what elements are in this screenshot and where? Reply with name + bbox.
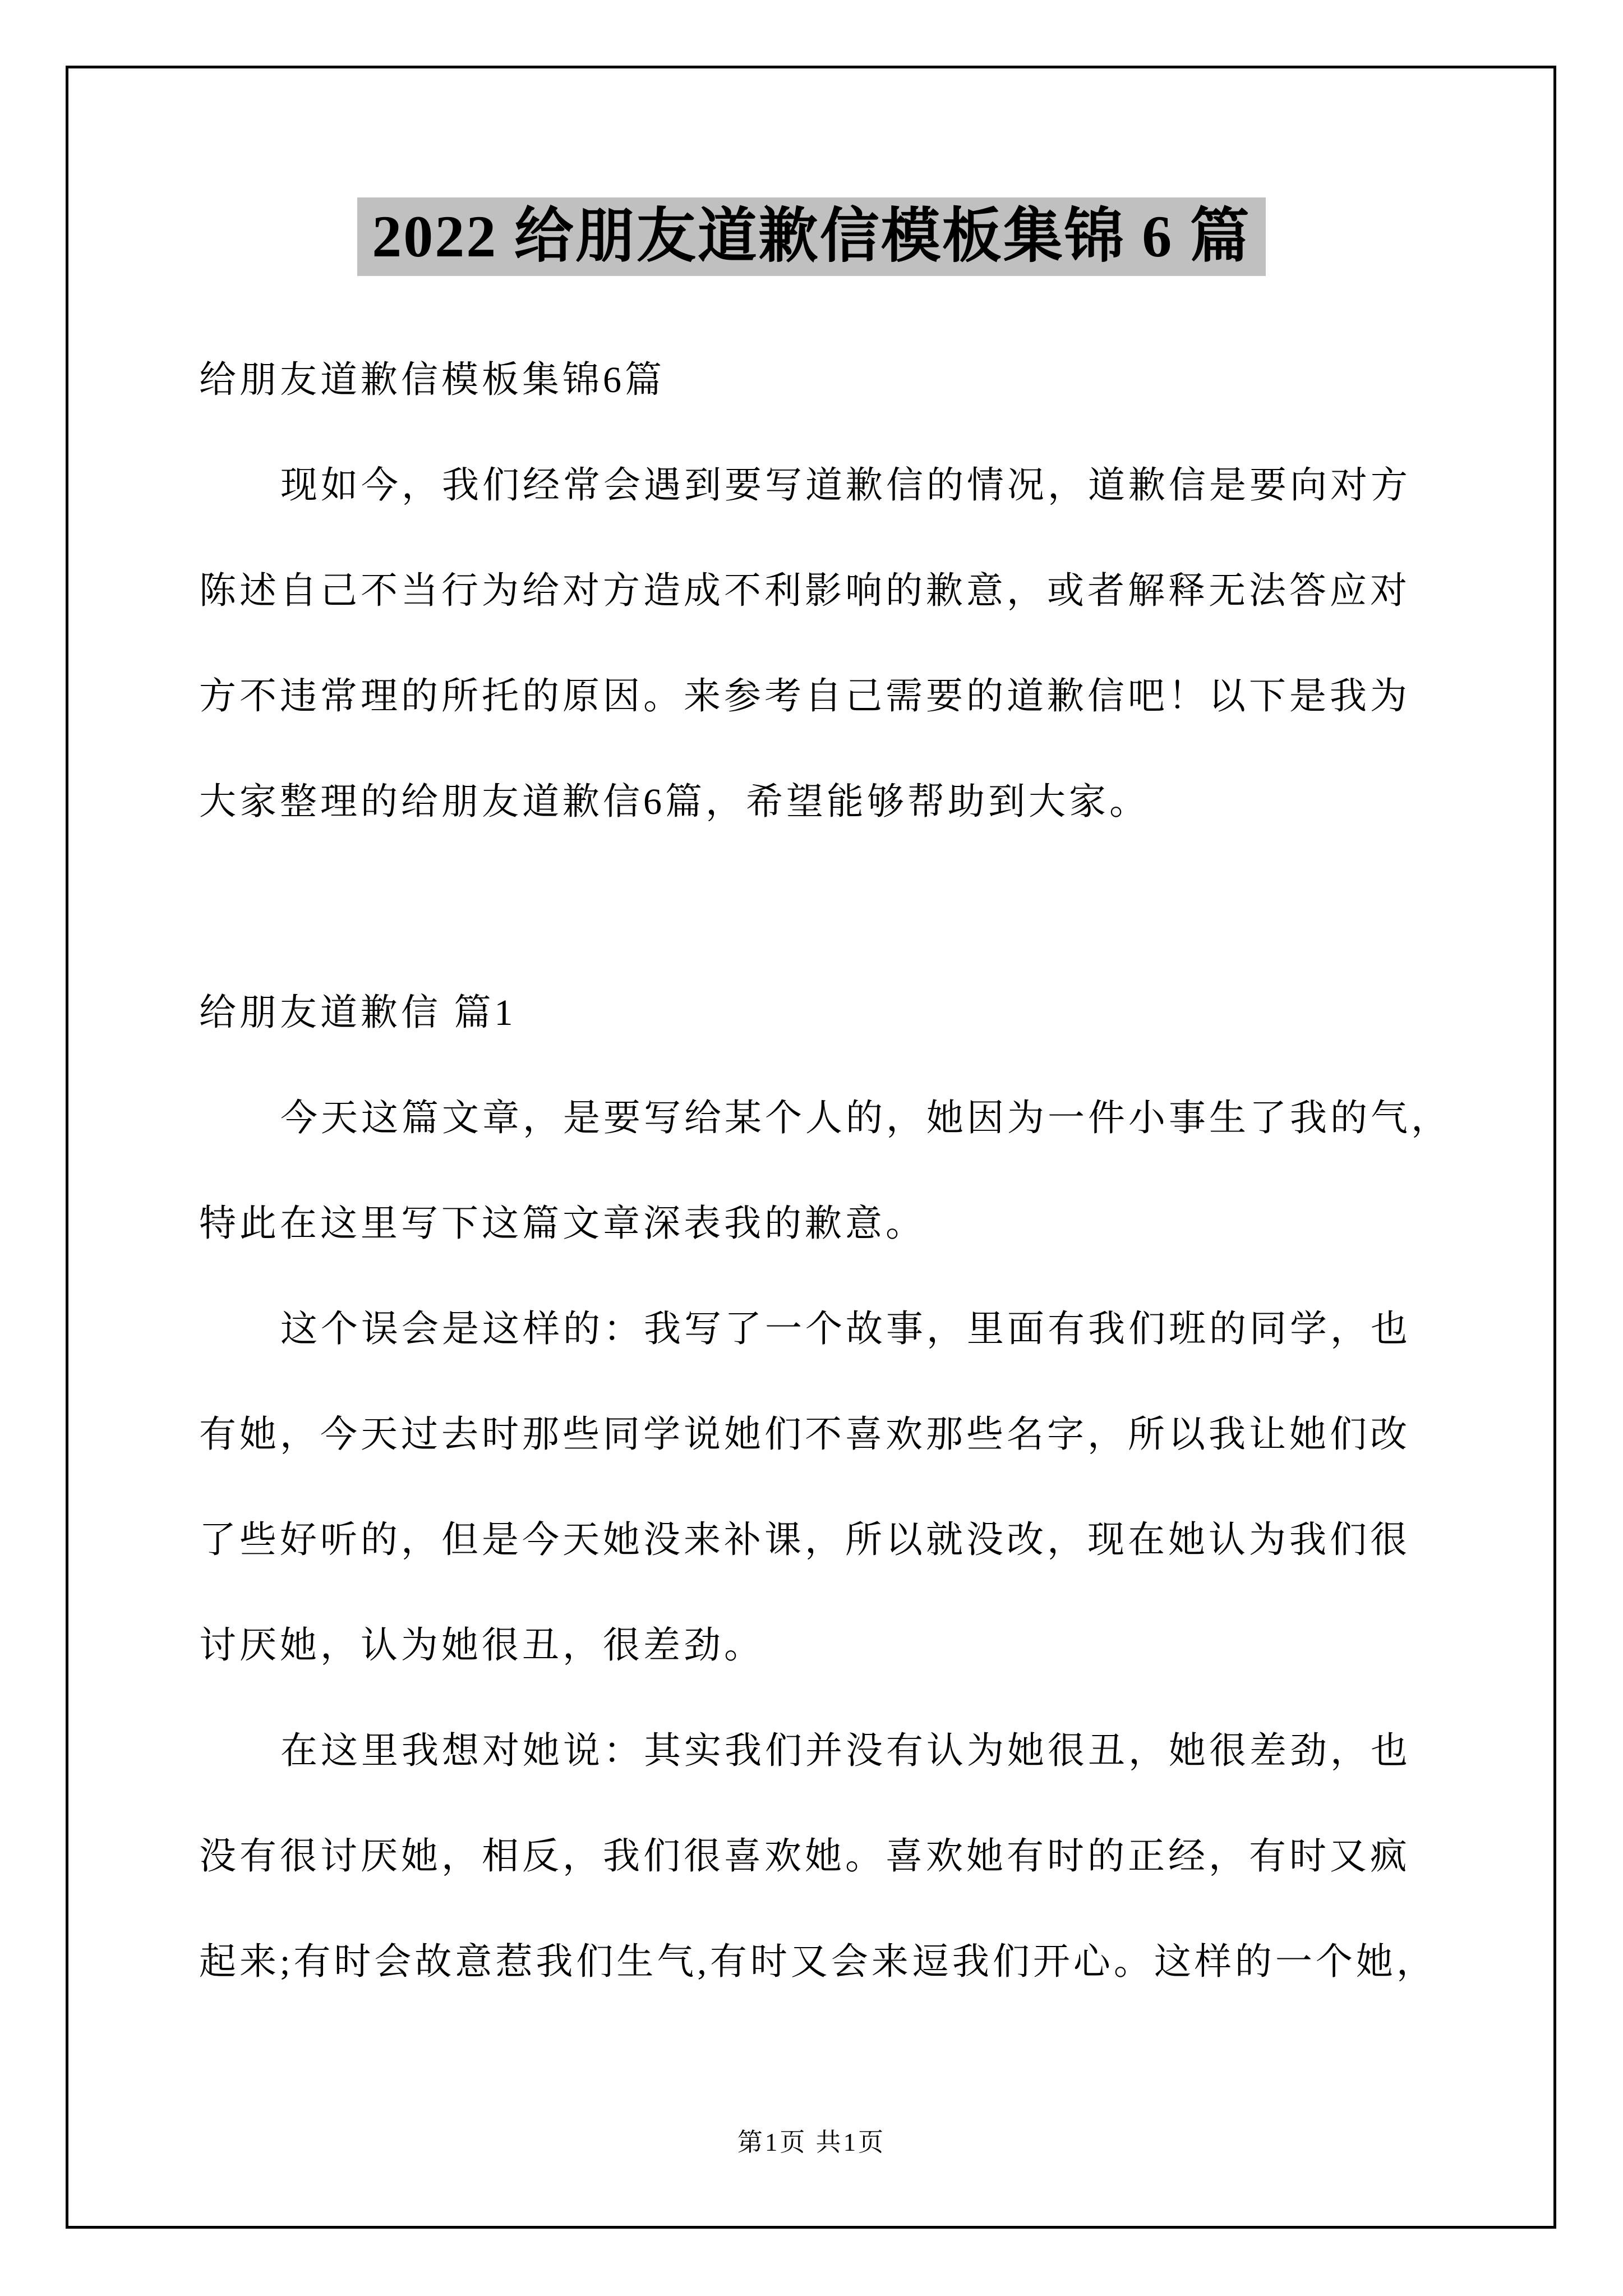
text-line: 这个误会是这样的：我写了一个故事，里面有我们班的同学，也 [280, 1309, 1411, 1350]
text-line: 大家整理的给朋友道歉信6篇，希望能够帮助到大家。 [199, 781, 1150, 822]
text-line: 方不违常理的所托的原因。来参考自己需要的道歉信吧！以下是我为 [199, 676, 1410, 717]
text-line: 没有很讨厌她，相反，我们很喜欢她。喜欢她有时的正经，有时又疯 [199, 1836, 1410, 1877]
text-line: 现如今，我们经常会遇到要写道歉信的情况，道歉信是要向对方 [280, 465, 1411, 506]
text-line: 了些好听的，但是今天她没来补课，所以就没改，现在她认为我们很 [199, 1520, 1410, 1561]
title-row [0, 197, 1623, 276]
document-title: 2022 给朋友道歉信模板集锦 6 篇 [357, 197, 1266, 276]
text-line: 在这里我想对她说：其实我们并没有认为她很丑，她很差劲，也 [280, 1731, 1411, 1772]
text-line: 有她，今天过去时那些同学说她们不喜欢那些名字，所以我让她们改 [199, 1414, 1410, 1455]
text-line: 给朋友道歉信 篇1 [199, 992, 517, 1033]
text-line: 陈述自己不当行为给对方造成不利影响的歉意，或者解释无法答应对 [199, 570, 1410, 611]
text-line: 今天这篇文章，是要写给某个人的，她因为一件小事生了我的气， [280, 1098, 1451, 1139]
text-line: 讨厌她，认为她很丑，很差劲。 [199, 1625, 764, 1666]
page-number-footer: 第1页 共1页 [737, 2128, 886, 2156]
text-lines [199, 328, 1451, 2015]
text-line: 特此在这里写下这篇文章深表我的歉意。 [199, 1203, 926, 1244]
text-line: 给朋友道歉信模板集锦6篇 [199, 360, 665, 401]
text-line: 起来;有时会故意惹我们生气,有时又会来逗我们开心。这样的一个她， [199, 1941, 1437, 1982]
